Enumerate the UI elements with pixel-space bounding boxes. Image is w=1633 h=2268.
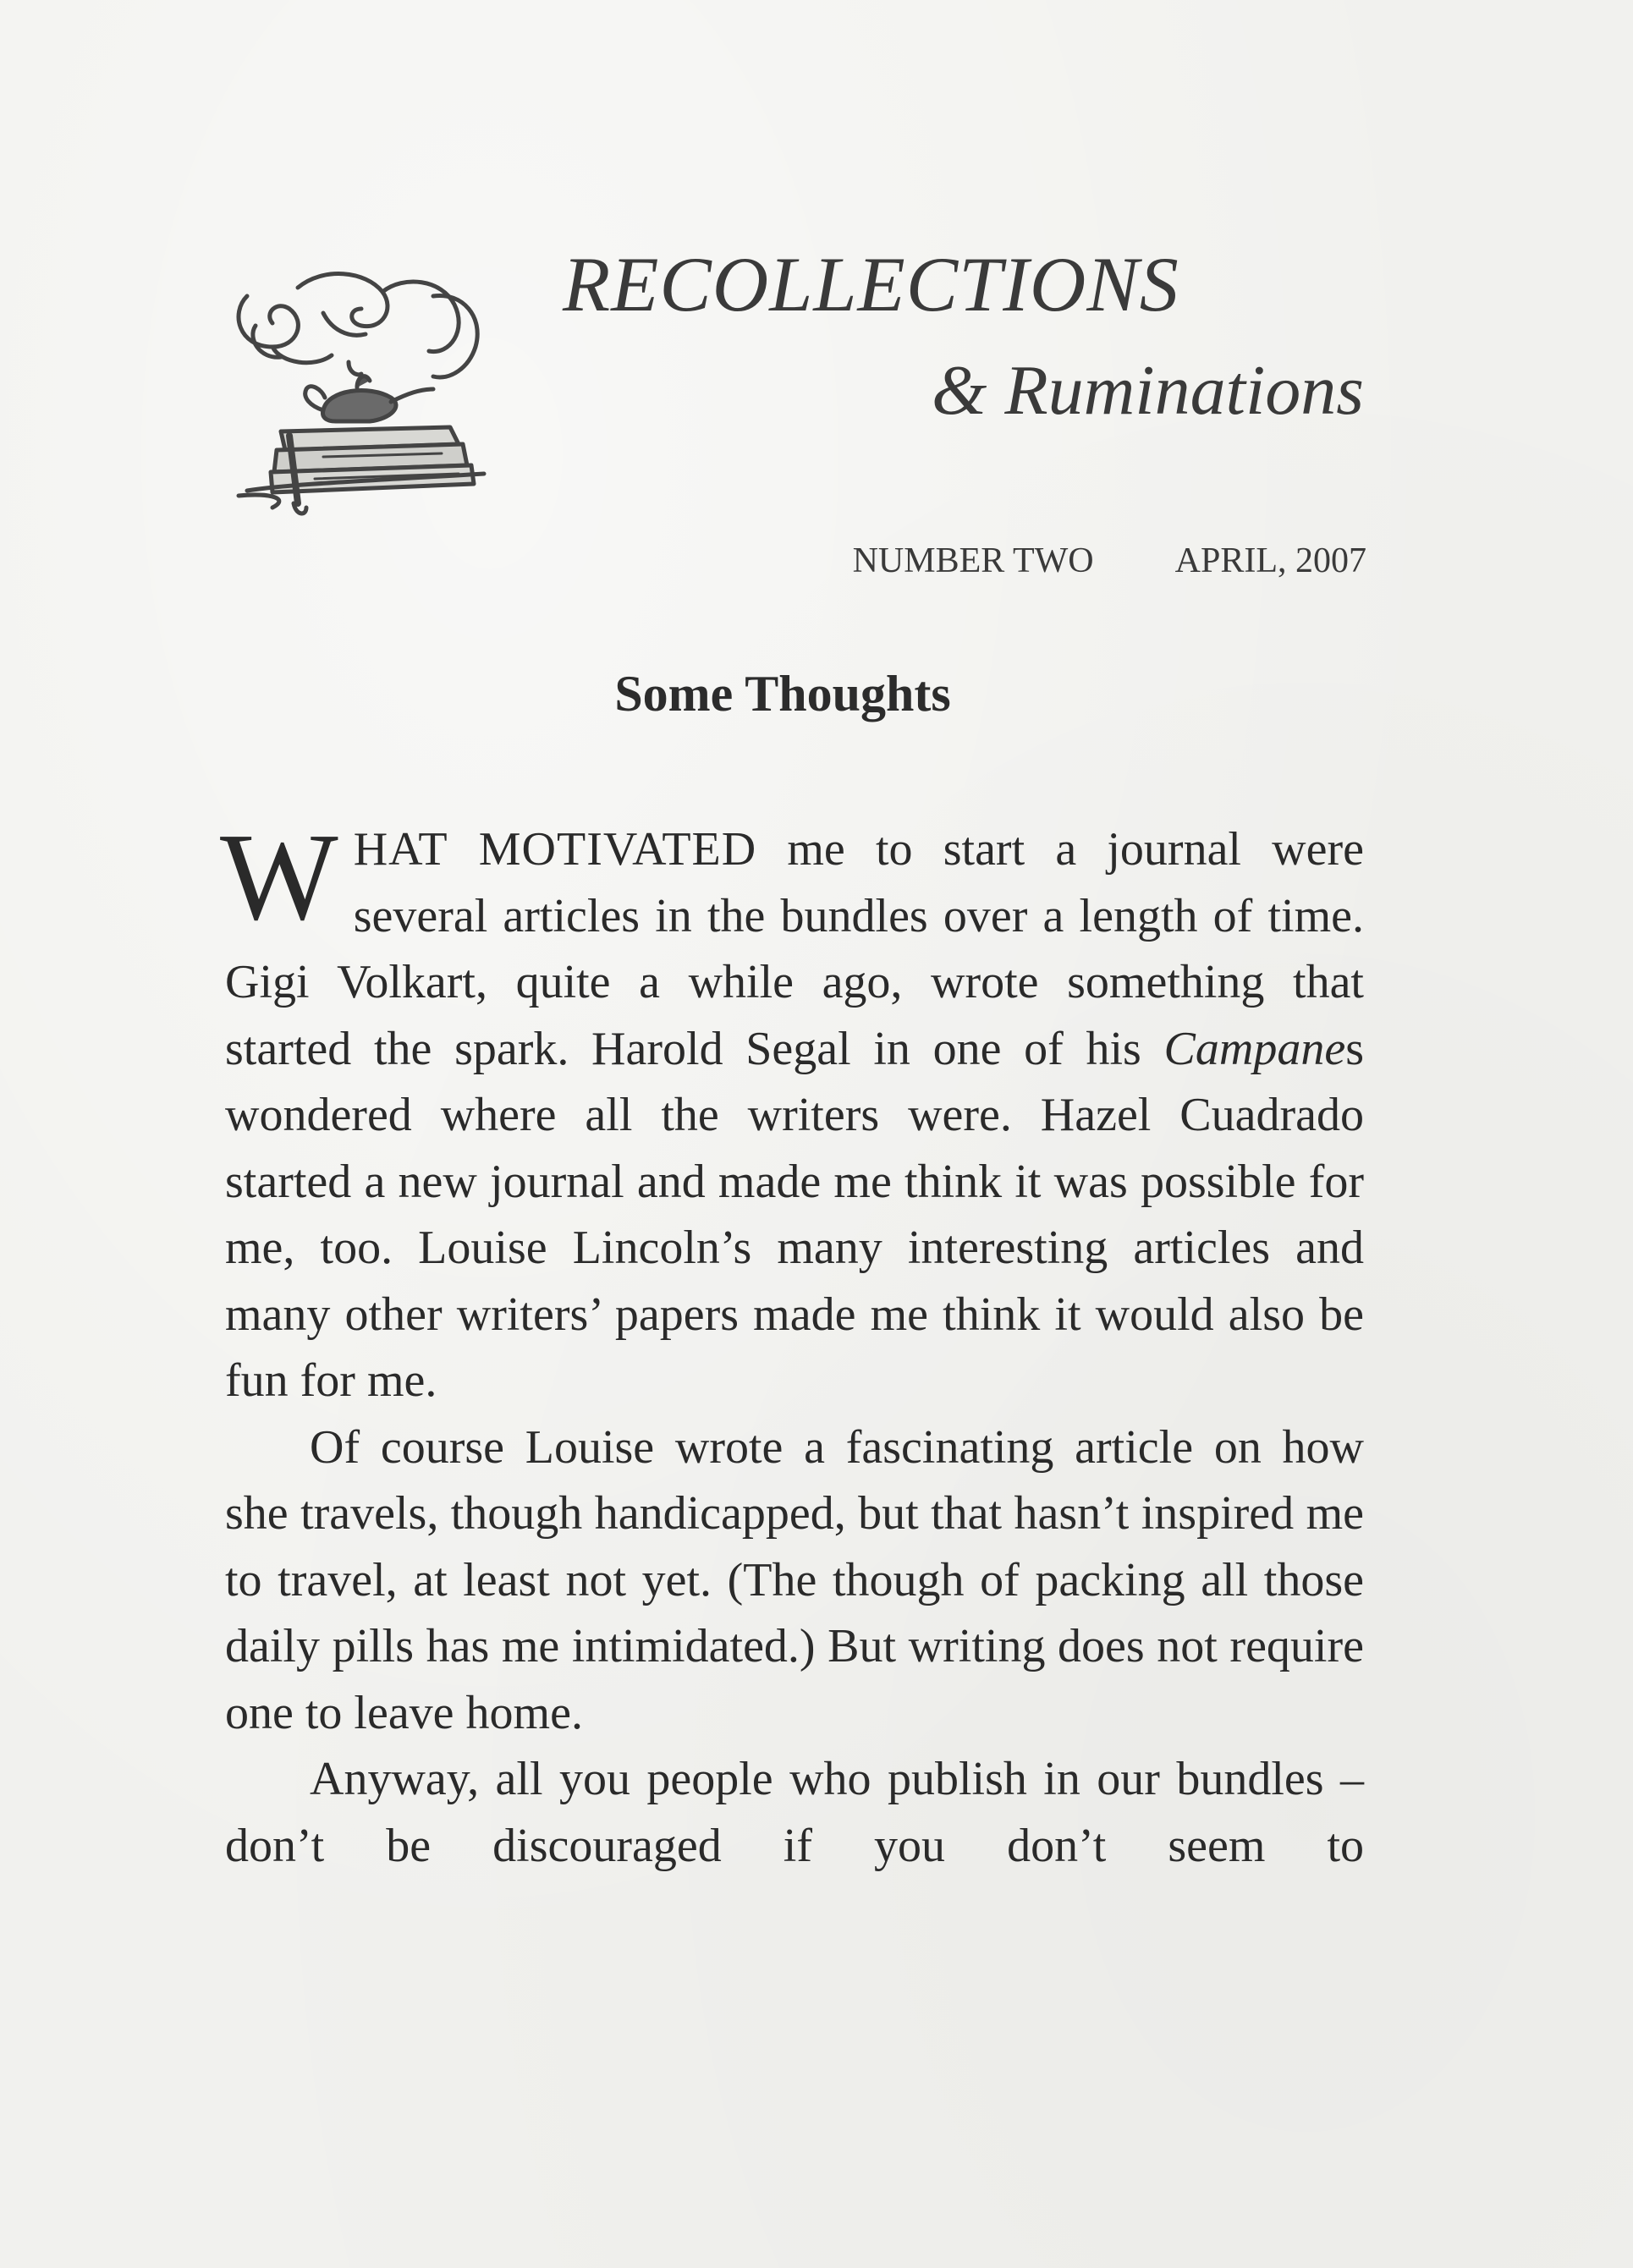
journal-subtitle: & Ruminations [931, 351, 1364, 430]
paragraph-1-text-a: me to start a journal were several articles in the bundles over a length of time. Gigi Volkart, quite a while ago, wrote something that started the spark. Harold Segal in one of his [225, 823, 1364, 1075]
drop-cap: W [220, 808, 338, 947]
journal-title: RECOLLECTIONS [563, 241, 1179, 327]
paragraph-1-text-b: s wondered where all the writers were. Hazel Cuadrado started a new journal and made me think it was possible for me, too. Louise Lincoln’s many interesting articles and many other writers’ papers made me think it would also be fun for me. [225, 1022, 1364, 1407]
article-heading: Some Thoughts [614, 666, 951, 722]
issue-number: NUMBER TWO [852, 541, 1094, 580]
genie-lamp-on-books-icon [222, 262, 501, 524]
issue-date: APRIL, 2007 [1174, 541, 1366, 580]
campane-title: Campane [1163, 1022, 1346, 1075]
article-body [220, 808, 1364, 1879]
lead-in: HAT MOTIVATED [353, 823, 757, 876]
paragraph-1 [220, 808, 1364, 1414]
issue-line [853, 543, 1366, 579]
paragraph-2: Of course Louise wrote a fascinating article on how she travels, though handicapped, but that hasn’t inspired me to travel, at least not yet. (The though of packing all those daily pills has me intimidated.) But writing does not require one to leave home. [225, 1420, 1364, 1739]
paragraph-3: Anyway, all you people who publish in our bundles – don’t be discouraged if you don’t seem to [225, 1753, 1364, 1872]
